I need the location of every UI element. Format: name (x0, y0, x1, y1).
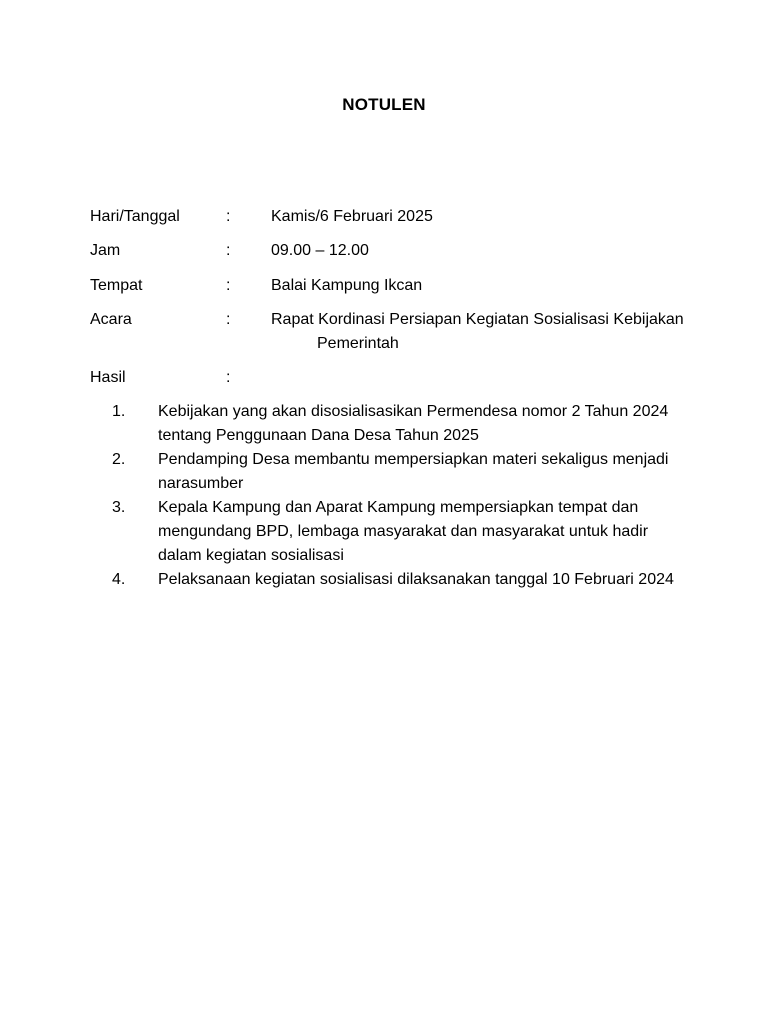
list-item-text: Kepala Kampung dan Aparat Kampung mempersiapkan tempat dan mengundang BPD, lembaga masyarakat dan masyarakat untuk hadir dalam kegiatan sosialisasi (158, 499, 649, 564)
list-item (90, 400, 690, 448)
field-value-continuation: Pemerintah (317, 335, 399, 352)
list-item-number: 1. (112, 403, 126, 420)
field-colon: : (226, 369, 231, 386)
field-label: Jam (90, 242, 121, 259)
field-colon: : (226, 242, 231, 259)
field-label: Hasil (90, 369, 126, 386)
list-item-number: 4. (112, 571, 126, 588)
field-value: Kamis/6 Februari 2025 (271, 208, 433, 225)
list-item-text: Pendamping Desa membantu mempersiapkan materi sekaligus menjadi narasumber (158, 451, 669, 492)
field-value: Balai Kampung Ikcan (271, 277, 423, 294)
list-item (90, 448, 690, 496)
field-label: Hari/Tanggal (90, 208, 180, 225)
list-item (90, 496, 690, 568)
list-item-text: Pelaksanaan kegiatan sosialisasi dilaksanakan tanggal 10 Februari 2024 (158, 571, 674, 588)
field-colon: : (226, 311, 231, 328)
field-label: Tempat (90, 277, 143, 294)
field-value (271, 308, 691, 356)
field-label: Acara (90, 311, 132, 328)
document-title: NOTULEN (342, 95, 426, 114)
list-item-text: Kebijakan yang akan disosialisasikan Permendesa nomor 2 Tahun 2024 tentang Penggunaan Dana Desa Tahun 2025 (158, 403, 669, 444)
field-colon: : (226, 208, 231, 225)
list-item-number: 2. (112, 451, 126, 468)
results-list (90, 400, 690, 592)
field-colon: : (226, 277, 231, 294)
list-item-number: 3. (112, 499, 126, 516)
field-value-line: Rapat Kordinasi Persiapan Kegiatan Sosialisasi Kebijakan (271, 311, 684, 328)
list-item (90, 568, 690, 592)
field-value: 09.00 – 12.00 (271, 242, 369, 259)
